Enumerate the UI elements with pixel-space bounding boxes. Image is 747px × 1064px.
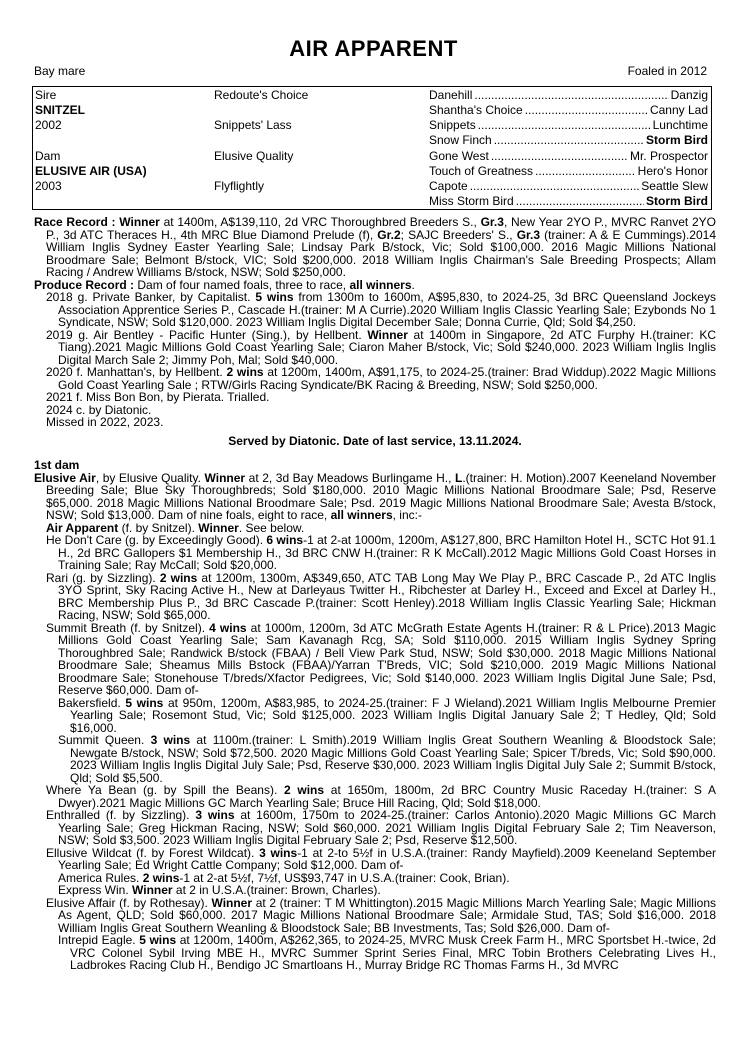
progeny-item: America Rules. 2 wins-1 at 2-at 5½f, 7½f, US$93,747 in U.S.A.(trainer: Cook, Brian). — [58, 870, 510, 885]
progeny-item: Bakersfield. 5 wins at 950m, 1200m, A$83,985, to 2024-25.(trainer: F J Wieland).2021 William Inglis Melbourne Premier Yearling Sale; Rosemont Stud, Vic; Sold $125,000. 2023 William Inglis Digital January Sale 2; T Hedley, Qld; Sold $16,000. — [58, 695, 716, 735]
dam-sire: Elusive Quality — [214, 149, 294, 163]
progeny-list — [34, 522, 716, 972]
first-dam-heading: 1st dam — [34, 458, 80, 472]
sire-label: Sire — [35, 88, 57, 102]
ped-g3-7: Miss Storm Bird ..... Storm Bird — [429, 194, 708, 209]
progeny-item: Where Ya Bean (g. by Spill the Beans). 2 wins at 1650m, 1800m, 2d BRC Country Music Raceday H.(trainer: S A Dwyer).2021 Magic Millions GC March Yearling Sale; Bruce Hill Racing, Qld; Sold $18,000. — [46, 783, 716, 810]
produce-item: 2020 f. Manhattan's, by Hellbent. 2 wins at 1200m, 1400m, A$91,175, to 2024-25.(trainer: Brad Widdup).2022 Magic Millions Gold Coast Yearling Sale ; RTW/Girls Racing Syndicate/BK Racing & Breeding, NSW; Sold $250,000. — [46, 365, 716, 392]
ped-g3-4: Gone West ..... Mr. Prospector — [429, 149, 708, 164]
dam-year: 2003 — [35, 179, 62, 193]
produce-item: 2018 g. Private Banker, by Capitalist. 5 wins from 1300m to 1600m, A$95,830, to 2024-25, 3d BRC Queensland Jockeys Association Apprentice Series P., Cascade H.(trainer: M A Currie).2020 William Inglis Classic Yearling Sale; Ezybonds No 1 Syndicate, NSW; Sold $120,000. 2023 William Inglis Digital December Sale; Donna Currie, Qld; Sold $4,250. — [46, 290, 716, 329]
document-body — [34, 216, 716, 972]
ped-g3-2: Snippets ..... Lunchtime — [429, 118, 708, 133]
sire-year: 2002 — [35, 118, 62, 132]
page-title: AIR APPARENT — [289, 36, 458, 61]
produce-item: Missed in 2022, 2023. — [46, 415, 164, 429]
sire-sire: Redoute's Choice — [214, 88, 309, 102]
dam-dam: Flyflightly — [214, 179, 265, 193]
progeny-item: Intrepid Eagle. 5 wins at 1200m, 1400m, A$262,365, to 2024-25, MVRC Musk Creek Farm H., MRC Sportsbet H.-twice, 2d VRC Colonel Sybil Irving MBE H., MVRC Summer Sprint Series Final, MRC Tobin Brothers Celebrating Lives H., Ladbrokes Racing Club H., Bendigo JC Smartloans H., Murray Bridge RC Thomas Farms H., 3d MVRC — [58, 933, 716, 972]
progeny-item: Enthralled (f. by Sizzling). 3 wins at 1600m, 1750m to 2024-25.(trainer: Carlos Antonio).2020 Magic Millions GC March Yearling Sale; Greg Hickman Racing, NSW; Sold $60,000. 2021 William Inglis Digital February Sale 2; Tim Neaverson, NSW; Sold $3,500. 2023 William Inglis Digital February Sale 2; Psd, Reserve $12,500. — [46, 808, 717, 847]
progeny-item: Summit Breath (f. by Snitzel). 4 wins at 1000m, 1200m, 3d ATC McGrath Estate Agents H.(trainer: R & L Price).2013 Magic Millions Gold Coast Yearling Sale; Sam Kavanagh Rcg, SA; Sold $110,000. 2015 William Inglis Sydney Spring Thoroughbred Sale; Randwick B/stock (FBAA) / Bell View Park Stud, NSW; Sold $30,000. 2018 Magic Millions National Broodmare Sale; Sheamus Mills Bstock (FBAA)/Yarran T'Breds, VIC; Sold $210,000. 2019 Magic Millions National Broodmare Sale; Stonehouse T/breds/Xfactor Pedigrees, Vic; Sold $140,000. 2023 William Inglis Digital June Sale; Psd, Reserve $60,000. Dam of- — [46, 620, 716, 697]
progeny-item: He Don't Care (g. by Exceedingly Good). 6 wins-1 at 2-at 1000m, 1200m, A$127,800, BRC Hamilton Hotel H., SCTC Hot 91.1 H., 2d BRC Gallopers $1 Membership H., 3d BRC CNW H.(trainer: R K McCall).2012 Magic Millions Gold Coast Horses in Training Sale; Ray McCall; Sold $20,000. — [46, 533, 716, 572]
dam-label: Dam — [35, 149, 61, 163]
dam-name: ELUSIVE AIR (USA) — [35, 164, 147, 178]
produce-item: 2021 f. Miss Bon Bon, by Pierata. Trialled. — [46, 390, 270, 404]
produce-list — [34, 291, 716, 429]
progeny-item: Elusive Affair (f. by Rothesay). Winner at 2 (trainer: T M Whittington).2015 Magic Millions March Yearling Sale; Magic Millions As Agent, QLD; Sold $60,000. 2017 Magic Millions National Broodmare Sale; Armidale Stud, TAS; Sold $16,000. 2018 William Inglis Great Southern Weanling & Bloodstock Sale; BB Investments, Tas; Sold $26,000. Dam of- — [46, 895, 716, 935]
ped-g3-5: Touch of Greatness ..... Hero's Honor — [429, 164, 708, 179]
progeny-item: Air Apparent (f. by Snitzel). Winner. See below. — [46, 520, 305, 535]
foaled-year: Foaled in 2012 — [627, 64, 707, 78]
ped-g3-1: Shantha's Choice ..... Canny Lad — [429, 103, 708, 118]
produce-item: 2024 c. by Diatonic. — [46, 402, 152, 417]
progeny-item: Summit Queen. 3 wins at 1100m.(trainer: L Smith).2019 William Inglis Great Southern Weanling & Bloodstock Sale; Newgate B/stock, NSW; Sold $72,500. 2020 Magic Millions Gold Coast Yearling Sale; Spicer T/breds, Vic; Sold $90,000. 2023 William Inglis Inglis Digital July Sale; Psd, Reserve $30,000. 2023 William Inglis Digital July Sale 2; Summit B/stock, Qld; Sold $5,500. — [58, 733, 716, 785]
progeny-item: Ellusive Wildcat (f. by Forest Wildcat). 3 wins-1 at 2-to 5½f in U.S.A.(trainer: Randy Mayfield).2009 Keeneland September Yearling Sale; Ed Wright Cattle Company; Sold $12,000. Dam of- — [46, 845, 716, 872]
produce-item: 2019 g. Air Bentley - Pacific Hunter (Sing.), by Hellbent. Winner at 1400m in Singapore, 2d ATC Furphy H.(trainer: KC Tiang).2021 Magic Millions Gold Coast Yearling Sale; Ciaron Maher B/stock, Vic; Sold $240,000. 2023 William Inglis Inglis Digital March Sale 2; Jimmy Poh, Mal; Sold $40,000. — [46, 327, 716, 367]
produce-record: Produce Record : Dam of four named foals, three to race, all winners. — [34, 277, 415, 292]
ped-g3-0: Danehill ..... Danzig — [429, 88, 708, 103]
first-dam-entry: Elusive Air, by Elusive Quality. Winner at 2, 3d Bay Meadows Burlingame H., L.(trainer: H. Motion).2007 Keeneland November Breeding Sale; Blue Sky Thoroughbreds; Sold $180,000. 2010 Magic Millions National Broodmare Sale; Psd, Reserve $65,000. 2018 Magic Millions National Broodmare Sale; Psd. 2019 Magic Millions National Broodmare Sale; Avesta B/stock, NSW; Sold $13,000. Dam of nine foals, eight to race, all winners, inc:- — [34, 470, 716, 522]
horse-sex: Bay mare — [34, 64, 86, 78]
sire-dam: Snippets' Lass — [214, 118, 292, 132]
sire-name: SNITZEL — [35, 103, 85, 117]
progeny-item: Rari (g. by Sizzling). 2 wins at 1200m, 1300m, A$349,650, ATC TAB Long May We Play P., BRC Cascade P., 2d ATC Inglis 3YO Sprint, Sky Racing Active H., New at Darleyaus Twitter H., Ribchester at Darley H., Exceed and Excel at Darley H., BRC Membership Plus P., 3d BRC Cascade P.(trainer: Scott Henley).2018 William Inglis Classic Yearling Sale; Hickman Racing, NSW; Sold $65,000. — [46, 570, 716, 622]
progeny-item: Express Win. Winner at 2 in U.S.A.(trainer: Brown, Charles). — [58, 883, 381, 897]
ped-g3-6: Capote ..... Seattle Slew — [429, 179, 708, 194]
pedigree-table — [32, 86, 712, 210]
served-note: Served by Diatonic. Date of last service, 13.11.2024. — [228, 433, 522, 448]
ped-g3-3: Snow Finch ..... Storm Bird — [429, 133, 708, 148]
race-record: Race Record : Winner at 1400m, A$139,110, 2d VRC Thoroughbred Breeders S., Gr.3, New Year 2YO P., MVRC Ranvet 2YO P., 3d ATC Theraces H., 4th MRC Blue Diamond Prelude (f), Gr.2; SAJC Breeders' S., Gr.3 (trainer: A & E Cummings).2014 William Inglis Sydney Easter Yearling Sale; Lindsay Park B/stock, Vic; Sold $100,000. 2016 Magic Millions National Broodmare Sale; Belmont B/stock, VIC; Sold $200,000. 2018 William Inglis Chairman's Sale Breeding Prospects; Allam Racing / Andrew Williams B/stock, NSW; Sold $250,000. — [34, 215, 716, 279]
